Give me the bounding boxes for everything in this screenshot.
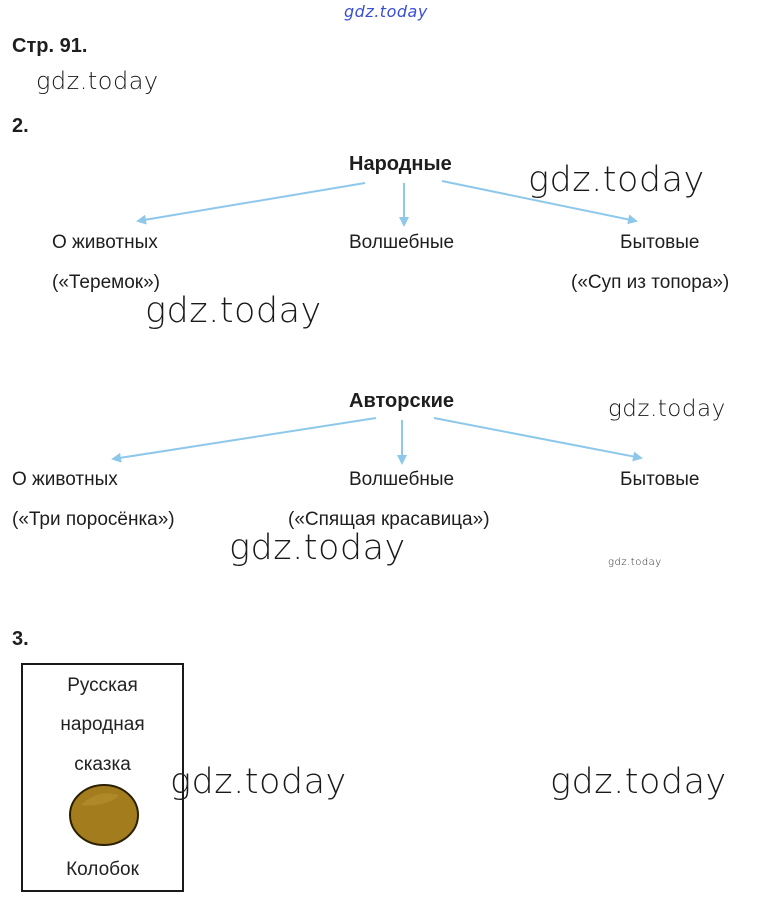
folk-animals-example: («Теремок»)	[52, 272, 160, 293]
folk-animals: О животных	[52, 232, 158, 253]
card-title: Колобок	[66, 859, 139, 880]
folk-root: Народные	[349, 153, 452, 175]
page-header: Стр. 91.	[12, 35, 88, 57]
folk-everyday-example: («Суп из топора»)	[571, 272, 730, 293]
card-line: народная	[60, 714, 145, 735]
card-line: Русская	[67, 675, 138, 696]
watermark: gdz.today	[608, 557, 662, 568]
watermark: gdz.today	[550, 762, 727, 802]
watermark: gdz.today	[170, 762, 347, 802]
folk-magic: Волшебные	[349, 232, 455, 253]
task-number: 3.	[12, 628, 29, 650]
book-cover-card	[21, 663, 184, 892]
watermark: gdz.today	[145, 291, 322, 331]
folk-everyday: Бытовые	[620, 232, 700, 253]
task-number: 2.	[12, 115, 29, 137]
author-animals-example: («Три поросёнка»)	[12, 509, 175, 530]
watermark: gdz.today	[36, 67, 159, 95]
arrow-author-left	[113, 418, 376, 459]
watermark: gdz.today	[608, 396, 726, 422]
watermark: gdz.today	[528, 160, 705, 200]
author-magic: Волшебные	[349, 469, 455, 490]
author-magic-example: («Спящая красавица»)	[288, 509, 490, 530]
watermark: gdz.today	[229, 528, 406, 568]
watermark-top: gdz.today	[344, 2, 428, 21]
kolobok-ball-image	[67, 783, 141, 847]
card-line: сказка	[74, 754, 131, 775]
arrow-folk-left	[138, 183, 365, 221]
author-everyday: Бытовые	[620, 469, 700, 490]
author-root: Авторские	[349, 390, 454, 412]
arrow-author-right	[434, 418, 641, 458]
author-animals: О животных	[12, 469, 118, 490]
